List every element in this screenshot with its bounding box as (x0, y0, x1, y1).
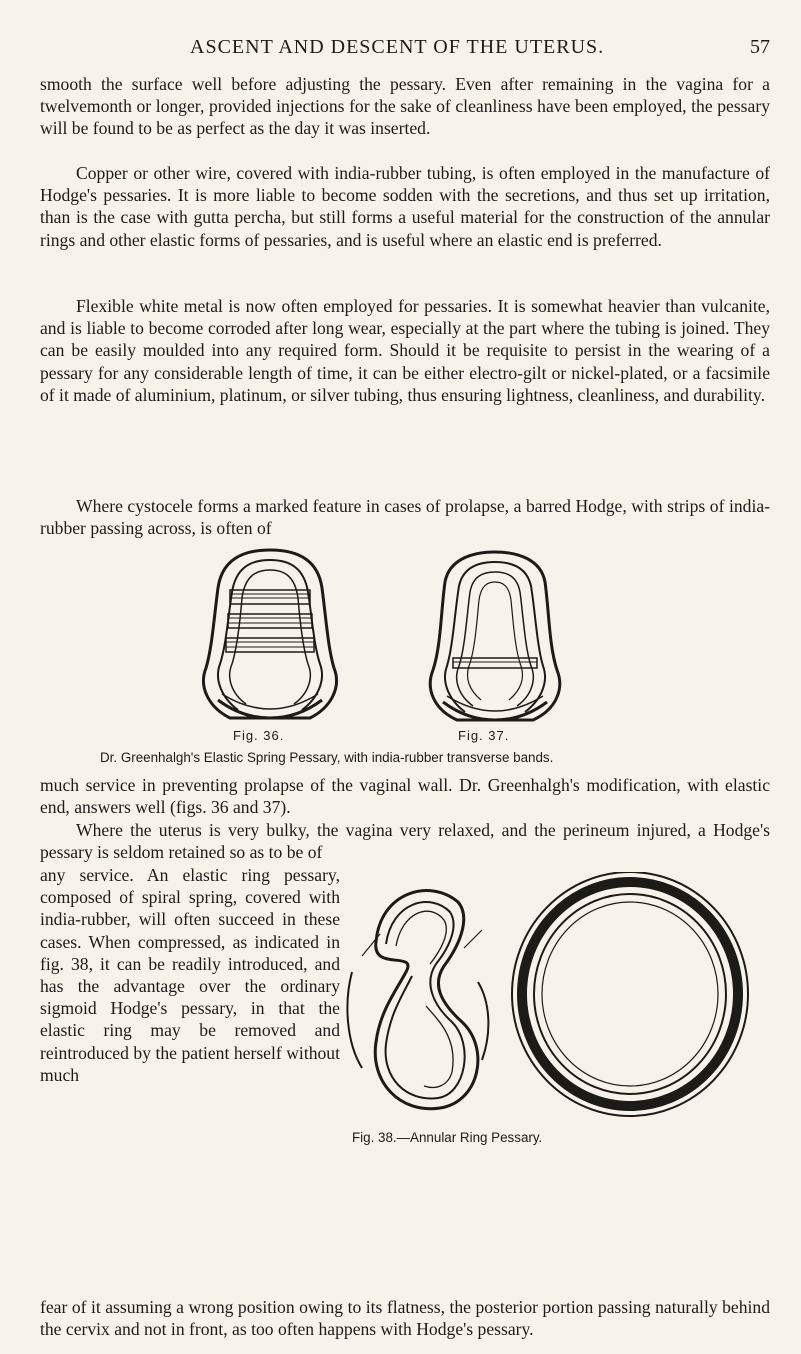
paragraph-3: Flexible white metal is now often employed for pessaries. It is somewhat heavier than vulcanite, and is liable to become corroded after long wear, especially at the part where the tubing is joined. They can be easily moulded into any required form. Should it be requisite to persist in the wearing of a pessary for any considerable length of time, it can be either electro-gilt or nickel-plated, or a facsimile of it made of aluminium, platinum, or silver tubing, thus ensuring lightness, cleanliness, and durability. (40, 296, 770, 405)
figures-36-37 (0, 548, 801, 778)
page-number: 57 (750, 36, 770, 58)
figure-38 (340, 872, 760, 1162)
fig36-label: Fig. 36. (233, 728, 285, 743)
fig36-illustration (170, 548, 370, 726)
paragraph-6-first: Where the uterus is very bulky, the vagina very relaxed, and the perineum injured, a Hodge's pessary is seldom retained so as to be of (40, 820, 770, 863)
fig38-caption: Fig. 38.—Annular Ring Pessary. (352, 1130, 543, 1145)
running-head: ASCENT AND DESCENT OF THE UTERUS. (190, 36, 605, 58)
fig37-illustration (395, 550, 595, 728)
fig38-illustration (340, 872, 760, 1122)
paragraph-6-tail: fear of it assuming a wrong position owing to its flatness, the posterior portion passing naturally behind the cervix and not in front, as too often happens with Hodge's pessary. (40, 1297, 770, 1340)
paragraph-1: smooth the surface well before adjusting the pessary. Even after remaining in the vagina for a twelvemonth or longer, provided injections for the sake of cleanliness have been employed, the pessary will be found to be as perfect as the day it was inserted. (40, 74, 770, 139)
paragraph-4: Where cystocele forms a marked feature in cases of prolapse, a barred Hodge, with strips of india-rubber passing across, is often of (40, 496, 770, 539)
paragraph-5: much service in preventing prolapse of the vaginal wall. Dr. Greenhalgh's modification, with elastic end, answers well (figs. 36 and 37). (40, 775, 770, 818)
page-header (40, 36, 770, 66)
fig36-37-caption: Dr. Greenhalgh's Elastic Spring Pessary, with india-rubber transverse bands. (100, 750, 554, 765)
paragraph-6-wrap: any service. An elastic ring pessary, composed of spiral spring, covered with india-rubber, will often succeed in these cases. When compressed, as indicated in fig. 38, it can be readily introduced, and has the advantage over the ordinary sigmoid Hodge's pessary, in that the elastic ring may be removed and reintroduced by the patient herself without much (40, 865, 340, 1085)
fig37-label: Fig. 37. (458, 728, 510, 743)
paragraph-2: Copper or other wire, covered with india-rubber tubing, is often employed in the manufacture of Hodge's pessaries. It is more liable to become sodden with the secretions, and thus set up irritation, than is the case with gutta percha, but still forms a useful material for the construction of the annular rings and other elastic forms of pessaries, and is useful where an elastic end is preferred. (40, 163, 770, 250)
